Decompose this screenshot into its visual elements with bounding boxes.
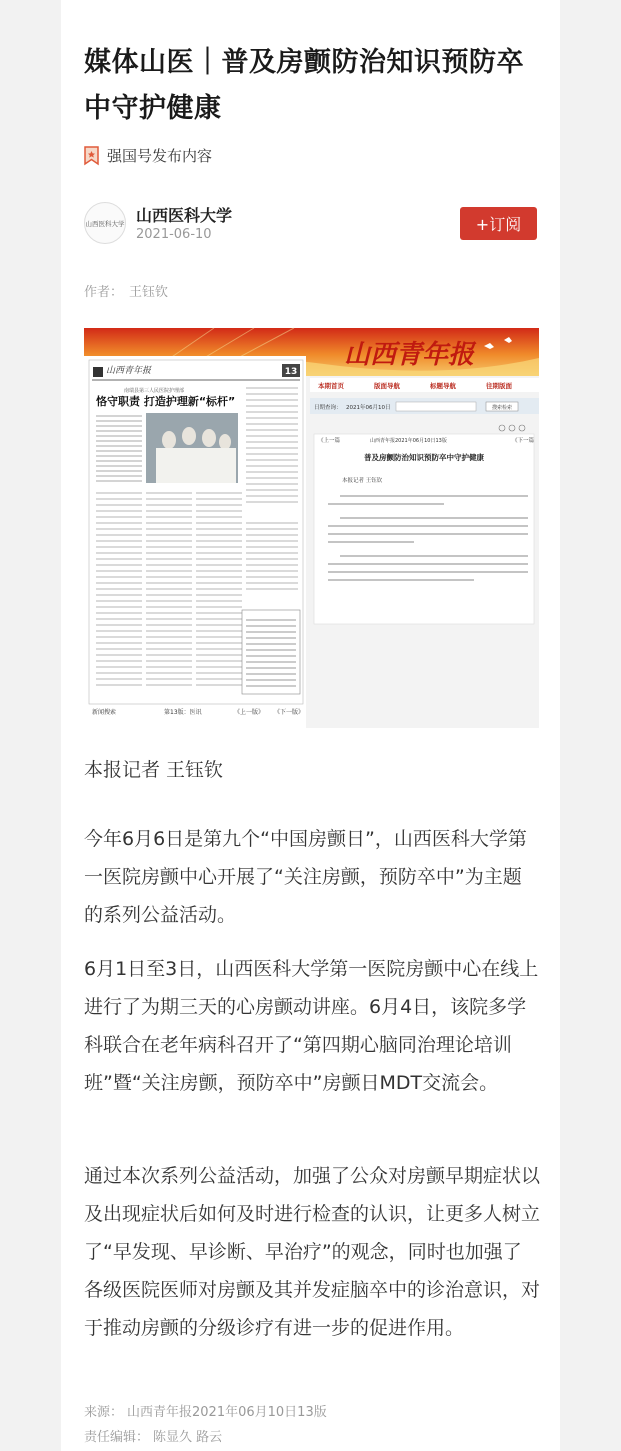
byline-author: 王钰钦 [129, 285, 169, 300]
subscribe-button[interactable]: +订阅 [460, 207, 537, 240]
svg-text:新闻搜索: 新闻搜索 [92, 709, 117, 716]
svg-text:《上一篇: 《上一篇 [318, 438, 341, 444]
source-value: 山西青年报2021年06月10日13版 [127, 1405, 327, 1420]
newspaper-page-image [84, 328, 539, 728]
svg-text:《下一篇: 《下一篇 [512, 438, 535, 444]
newspaper-screenshot [84, 328, 539, 728]
bookmark-icon [84, 146, 99, 165]
byline [84, 281, 168, 300]
article-title: 媒体山医｜普及房颤防治知识预防卒中守护健康 [84, 47, 524, 124]
svg-text:山西青年报: 山西青年报 [106, 366, 152, 376]
source-label: 来源： [84, 1405, 124, 1420]
source-line [84, 1401, 327, 1420]
svg-text:山西青年报2021年06月10日13版: 山西青年报2021年06月10日13版 [370, 438, 447, 444]
page-number: 13 [284, 367, 298, 377]
svg-text:本报记者 王钰钦: 本报记者 王钰钦 [342, 478, 383, 484]
reporter-line: 本报记者 王钰钦 [84, 759, 224, 781]
editor-line [84, 1426, 222, 1445]
avatar[interactable] [84, 202, 126, 244]
svg-text:搜索检索: 搜索检索 [491, 405, 513, 411]
platform-label: 强国号发布内容 [107, 146, 213, 165]
np-article-title: 普及房颤防治知识预防卒中守护健康 [364, 453, 484, 462]
platform-tag [84, 144, 212, 166]
masthead-title: 山西青年报 [344, 340, 475, 370]
svg-text:山西医科大学: 山西医科大学 [85, 220, 125, 228]
article-page [61, 0, 560, 1451]
nav-0: 本期首页 [318, 382, 344, 390]
publish-date: 2021-06-10 [136, 227, 212, 242]
paragraph-2: 6月1日至3日，山西医科大学第一医院房颤中心在线上进行了为期三天的心房颤动讲座。6月4日，该院多学科联合在老年病科召开了“第四期心脑同治理论培训班”暨“关注房颤，预防卒中”房颤日MDT交流会。 [84, 958, 539, 1094]
paragraph-3: 通过本次系列公益活动，加强了公众对房颤早期症状以及出现症状后如何及时进行检查的认识，让更多人树立了“早发现、早诊断、早治疗”的观念，同时也加强了各级医院医师对房颤及其并发症脑卒中的诊治意识，对于推动房颤的分级诊疗有进一步的促进作用。 [84, 1165, 541, 1339]
svg-text:日期查询：: 日期查询： [314, 405, 342, 411]
page-label: 第13版：医讯 [164, 709, 202, 716]
page-kicker: 南瑞县第三人民医院护理部 [124, 388, 185, 394]
university-logo-icon [85, 213, 125, 233]
svg-text:2021年06月10日: 2021年06月10日 [346, 405, 391, 411]
paragraph-1: 今年6月6日是第九个“中国房颤日”，山西医科大学第一医院房颤中心开展了“关注房颤，预防卒中”为主题的系列公益活动。 [84, 828, 527, 926]
page-headline: 恪守职责 打造护理新“标杆” [96, 395, 236, 408]
editor-value: 陈显久 路云 [153, 1430, 223, 1445]
nav-3: 往期版面 [486, 382, 512, 390]
page-prev: 《上一版》 [234, 709, 265, 716]
editor-label: 责任编辑： [84, 1430, 150, 1445]
nav-1: 版面导航 [374, 382, 400, 390]
page-next: 《下一版》 [274, 709, 305, 716]
nav-2: 标题导航 [430, 382, 456, 390]
author-name[interactable]: 山西医科大学 [136, 206, 233, 225]
byline-label: 作者： [84, 285, 124, 300]
